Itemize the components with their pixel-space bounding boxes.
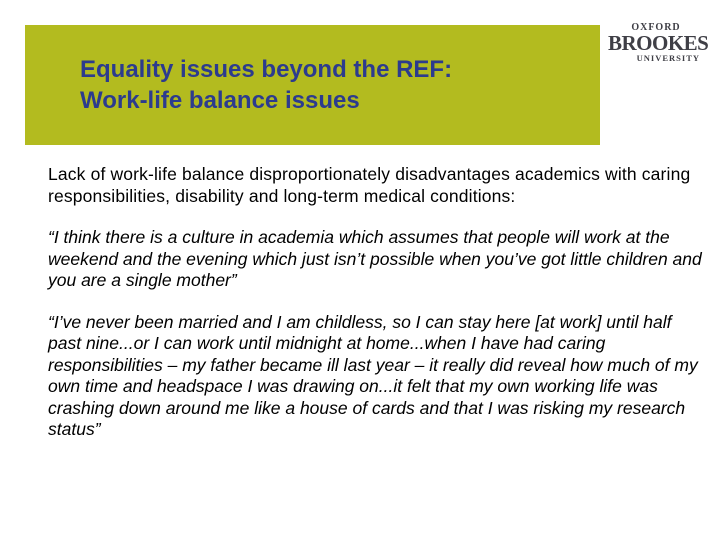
slide-title-line-1: Equality issues beyond the REF: xyxy=(80,56,453,83)
logo-bottom-text: UNIVERSITY xyxy=(636,53,700,63)
title-band xyxy=(25,25,600,145)
slide-body xyxy=(48,164,703,441)
slide-title-line-2: Work-life balance issues xyxy=(80,87,360,114)
logo-top-text: OXFORD xyxy=(631,22,681,33)
quote-1: “I think there is a culture in academia which assumes that people will work at the weekend and the evening which just isn’t possible when you’ve got little children and you are a single mother” xyxy=(48,227,702,290)
intro-paragraph: Lack of work-life balance disproportionately disadvantages academics with caring responsibilities, disability and long-term medical conditions: xyxy=(48,164,691,206)
logo-main-text: BROOKES xyxy=(608,31,709,55)
university-logo xyxy=(608,22,709,64)
quote-2: “I’ve never been married and I am childless, so I can stay here [at work] until half past nine...or I can work until midnight at home...when I have had caring responsibilities – my father became ill last year – it really did reveal how much of my own time and headspace I was drawing on...it felt that my own working life was crashing down around me like a house of cards and that I was risking my research status” xyxy=(48,311,698,439)
slide-title xyxy=(80,54,452,116)
